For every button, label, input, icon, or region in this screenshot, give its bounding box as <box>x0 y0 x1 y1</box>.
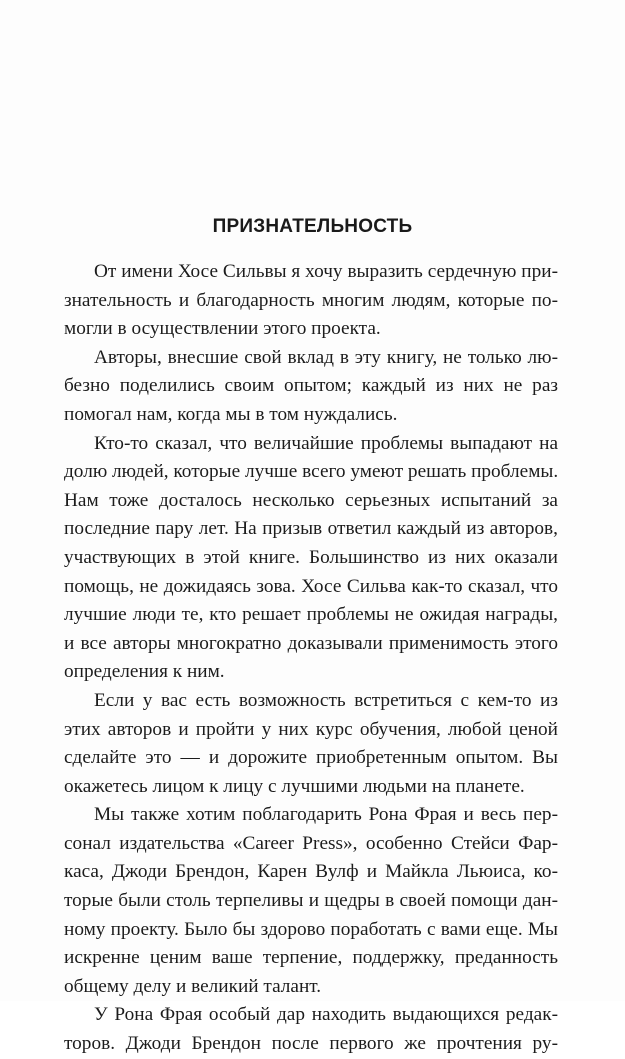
text-line: лучшие люди те, кто решает проблемы не ожидая награды, <box>64 604 558 626</box>
text-line: и все авторы многократно доказывали применимость этого <box>64 632 558 654</box>
text-line: определения к ним. <box>64 661 225 683</box>
text-line: торов. Джоди Брендон после первого же прочтения ру- <box>64 1033 558 1055</box>
text-line: У Рона Фрая особый дар находить выдающихся редак- <box>94 1004 558 1026</box>
text-line: этих авторов и пройти у них курс обучения, любой ценой <box>64 718 558 740</box>
text-line: помощь, не дожидаясь зова. Хосе Сильва как-то сказал, что <box>64 575 558 597</box>
text-line: окажетесь лицом к лицу с лучшими людьми на планете. <box>64 775 525 797</box>
paragraph <box>64 801 558 1001</box>
text-line: помогал нам, когда мы в том нуждались. <box>64 403 398 425</box>
text-line: Если у вас есть возможность встретиться с кем-то из <box>94 689 558 711</box>
paragraph <box>64 258 558 344</box>
chapter-title: ПРИЗНАТЕЛЬНОСТЬ <box>212 216 413 237</box>
paragraph <box>64 344 558 430</box>
text-line: знательность и благодарность многим людям, которые по- <box>64 289 558 311</box>
text-line: Нам тоже досталось несколько серьезных испытаний за <box>64 489 558 511</box>
text-line: искренне ценим ваше терпение, поддержку, преданность <box>64 947 558 969</box>
text-line: Мы также хотим поблагодарить Рона Фрая и весь пер- <box>94 804 558 826</box>
paragraph <box>64 430 558 687</box>
paragraph <box>64 1001 558 1058</box>
text-line: Кто-то сказал, что величайшие проблемы выпадают на <box>94 432 558 454</box>
text-line: участвующих в этой книге. Большинство из них оказали <box>64 546 558 568</box>
text-line: Авторы, внесшие свой вклад в эту книгу, не только лю- <box>94 346 558 368</box>
text-line: сонал издательства «Career Press», особенно Стейси Фар- <box>64 832 558 854</box>
body-text <box>64 258 558 1059</box>
text-line: могли в осуществлении этого проекта. <box>64 318 381 340</box>
text-line: каса, Джоди Брендон, Карен Вулф и Майкла Льюиса, ко- <box>64 861 558 883</box>
text-line: От имени Хосе Сильвы я хочу выразить сердечную при- <box>94 261 558 282</box>
text-line: общему делу и великий талант. <box>64 975 322 997</box>
paragraph <box>64 687 558 801</box>
text-line: сделайте это — и дорожите приобретенным опытом. Вы <box>64 747 558 769</box>
text-line: последние пару лет. На призыв ответил каждый из авторов, <box>64 518 558 540</box>
text-line: ному проекту. Было бы здорово поработать с вами еще. Мы <box>64 918 558 940</box>
text-line: безно поделились своим опытом; каждый из них не раз <box>64 375 558 397</box>
text-line: долю людей, которые лучше всего умеют решать проблемы. <box>64 461 558 483</box>
text-line: торые были столь терпеливы и щедры в своей помощи дан- <box>64 890 558 912</box>
